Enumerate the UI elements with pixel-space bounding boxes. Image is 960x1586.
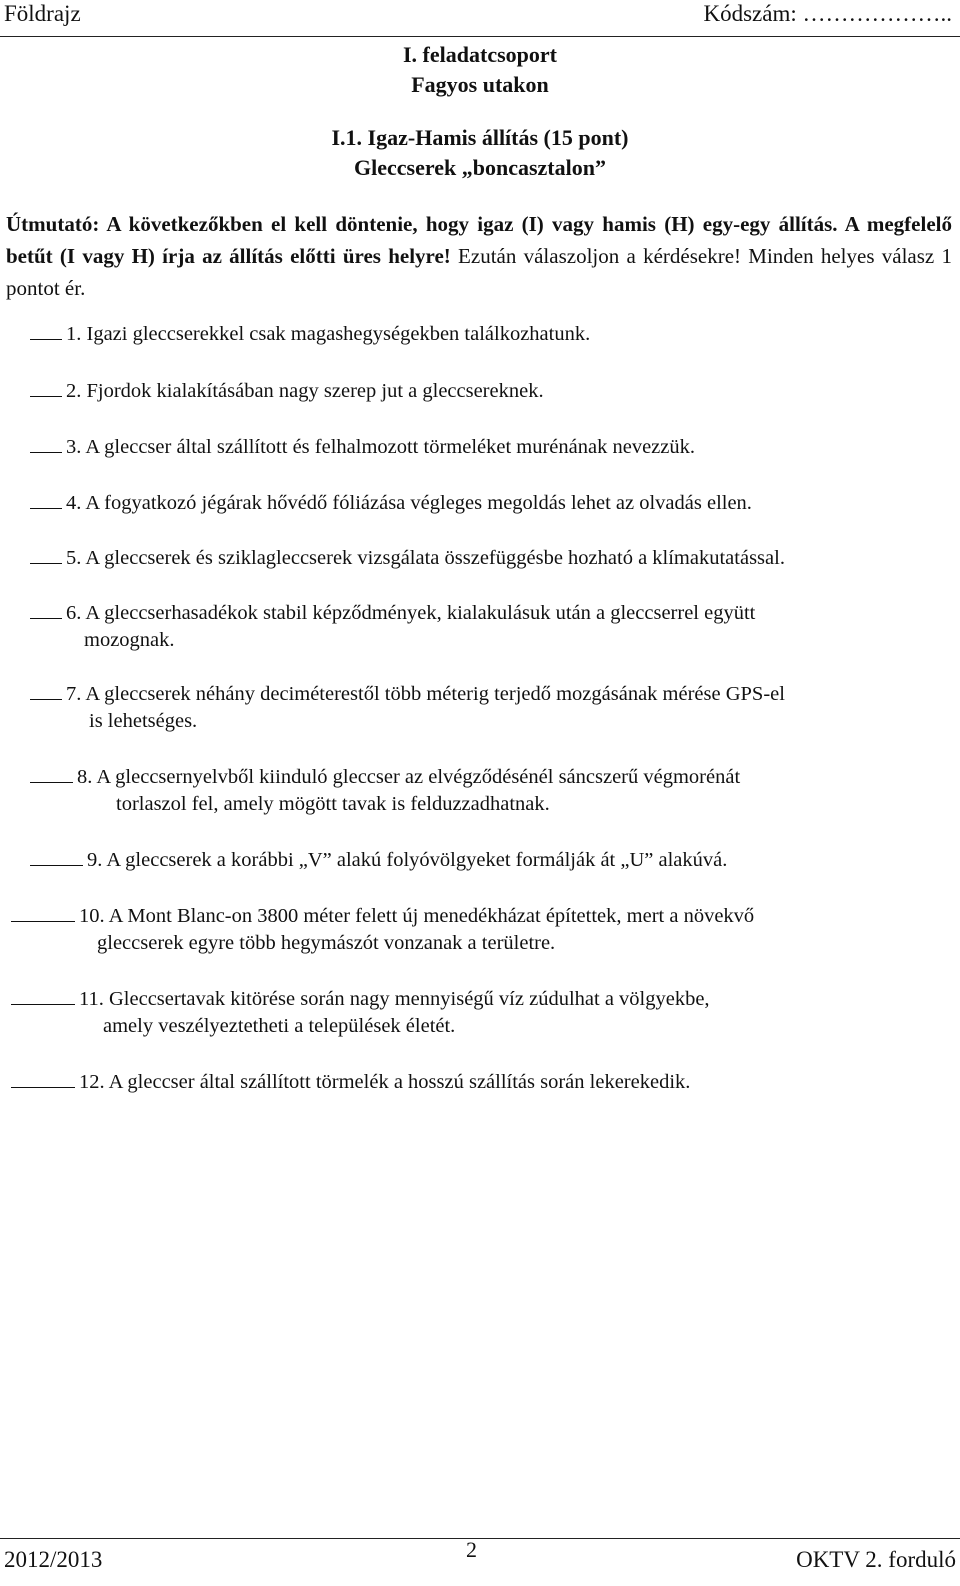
answer-blank[interactable]: [11, 899, 75, 922]
code-label: Kódszám: ………………..: [703, 1, 952, 26]
answer-blank[interactable]: [11, 1065, 75, 1088]
statement-text: A fogyatkozó jégárak hővédő fóliázása végleges megoldás lehet az olvadás ellen.: [85, 492, 752, 514]
page-number: 2: [466, 1537, 477, 1562]
statement-11: [11, 982, 710, 1042]
statement-8: [30, 760, 740, 820]
statement-text: A gleccserek a korábbi „V” alakú folyóvölgyeket formálják át „U” alakúvá.: [106, 849, 728, 871]
footer-round: OKTV 2. forduló: [796, 1547, 956, 1572]
statement-number: 3.: [66, 436, 82, 458]
group-title: I. feladatcsoport: [403, 42, 557, 67]
statement-number: 2.: [66, 380, 82, 402]
group-title-block: [0, 40, 960, 100]
statement-9: [30, 843, 727, 875]
answer-blank[interactable]: [11, 982, 75, 1005]
statement-text: Gleccsertavak kitörése során nagy mennyiségű víz zúdulhat a völgyekbe,: [109, 988, 710, 1010]
answer-blank[interactable]: [30, 677, 62, 700]
answer-blank[interactable]: [30, 596, 62, 619]
answer-blank[interactable]: [30, 760, 73, 783]
statement-number: 12.: [79, 1071, 105, 1093]
answer-blank[interactable]: [30, 541, 62, 564]
task-title: I.1. Igaz-Hamis állítás (15 pont): [331, 125, 629, 150]
statement-text: Igazi gleccserekkel csak magashegységekben találkozhatunk.: [86, 323, 591, 345]
page-footer: [0, 1538, 960, 1586]
statement-5: [30, 541, 785, 573]
task-title-block: [0, 123, 960, 183]
answer-blank[interactable]: [30, 843, 83, 866]
instructions-bold: Útmutató: A következőkben el kell döntenie, hogy igaz (I) vagy hamis (H) egy-egy állítás. A megfelelő betűt (I vagy H) írja az állítás előtti üres helyre!: [6, 212, 952, 268]
instructions: [6, 208, 952, 304]
answer-blank[interactable]: [30, 374, 62, 397]
answer-blank[interactable]: [30, 430, 62, 453]
statement-text: A gleccserek és sziklagleccserek vizsgálata összefüggésbe hozható a klímakutatással.: [85, 547, 785, 569]
statement-number: 1.: [66, 323, 82, 345]
answer-blank[interactable]: [30, 486, 62, 509]
statement-number: 9.: [87, 849, 103, 871]
subject-label: Földrajz: [4, 1, 81, 26]
statement-number: 11.: [79, 988, 104, 1010]
statement-number: 7.: [66, 683, 82, 705]
instructions-normal: Ezután válaszoljon a kérdésekre! Minden helyes válasz 1 pontot ér.: [6, 244, 952, 300]
statement-10: [11, 899, 754, 959]
statement-4: [30, 486, 752, 518]
statement-text: Fjordok kialakításában nagy szerep jut a gleccsereknek.: [86, 380, 544, 402]
statement-number: 8.: [77, 766, 93, 788]
statement-6: [30, 596, 755, 656]
statement-text: A gleccserhasadékok stabil képződmények, kialakulásuk után a gleccserrel együtt: [85, 602, 756, 624]
statement-7: [30, 677, 785, 737]
statement-number: 5.: [66, 547, 82, 569]
answer-blank[interactable]: [30, 317, 62, 340]
group-subtitle: Fagyos utakon: [411, 72, 549, 97]
statement-text: A gleccsernyelvből kiinduló gleccser az elvégződésénél sáncszerű végmorénát: [96, 766, 741, 788]
statement-number: 6.: [66, 602, 82, 624]
statement-text-cont: gleccserek egyre több hegymászót vonzanak a területre.: [97, 932, 556, 954]
statement-3: [30, 430, 695, 462]
task-subtitle: Gleccserek „boncasztalon”: [354, 155, 606, 180]
statement-text-cont: torlaszol fel, amely mögött tavak is felduzzadhatnak.: [116, 793, 550, 815]
statement-2: [30, 374, 544, 406]
statement-text: A gleccser által szállított és felhalmozott törmeléket murénának nevezzük.: [85, 436, 695, 458]
statement-1: [30, 317, 590, 349]
page-header: [0, 0, 960, 37]
statement-text-cont: mozognak.: [84, 629, 175, 651]
footer-year: 2012/2013: [4, 1547, 103, 1572]
statement-text-cont: is lehetséges.: [89, 710, 198, 732]
statement-number: 10.: [79, 905, 105, 927]
statement-text: A Mont Blanc-on 3800 méter felett új menedékházat építettek, mert a növekvő: [108, 905, 755, 927]
statement-12: [11, 1065, 690, 1097]
statement-number: 4.: [66, 492, 82, 514]
statement-text: A gleccserek néhány deciméterestől több méterig terjedő mozgásának mérése GPS-el: [85, 683, 785, 705]
statement-text-cont: amely veszélyeztetheti a települések életét.: [103, 1015, 456, 1037]
statement-text: A gleccser által szállított törmelék a hosszú szállítás során lekerekedik.: [108, 1071, 691, 1093]
